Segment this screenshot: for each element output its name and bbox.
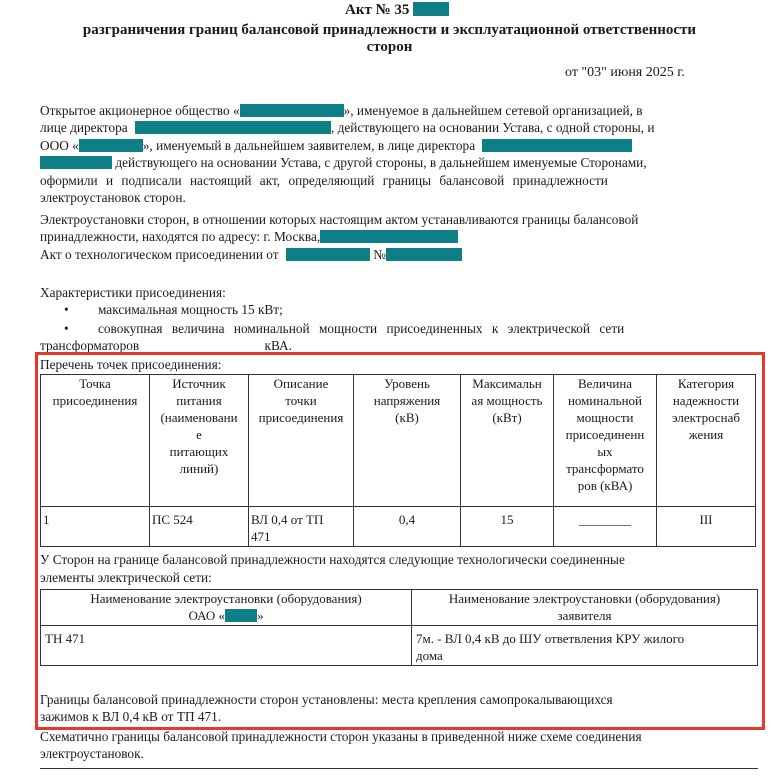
act-date: от "03" июня 2025 г. (565, 65, 685, 80)
redacted-director2-name-cont (40, 156, 112, 169)
characteristics-bullet-2: • совокупная величина номинальной мощности присоединенных к электрической сети (64, 321, 625, 336)
intro-line-5: оформили и подписали настоящий акт, определяющий границы балансовой принадлежности (40, 173, 608, 188)
subtitle-line-2: сторон (366, 39, 413, 55)
header-org-installation: Наименование электроустановки (оборудования) ОАО « » (41, 590, 412, 626)
elements-text-line-1: У Сторон на границе балансовой принадлежности находятся следующие технологически соединенные (40, 552, 625, 567)
header-max-power: Максимальн ая мощность (кВт) (461, 375, 554, 507)
bullet-icon: • (64, 321, 69, 336)
header-reliability-category: Категория надежности электроснаб жения (657, 375, 756, 507)
cell-connection-point: 1 (41, 507, 150, 547)
intro-line-3: ООО « », именуемый в дальнейшем заявителем, в лице директора (40, 137, 632, 154)
cell-voltage-level: 0,4 (354, 507, 461, 547)
cell-max-power: 15 (461, 507, 554, 547)
intro-line-1: Открытое акционерное общество « », именуемое в дальнейшем сетевой организацией, в (40, 103, 643, 118)
header-voltage-level: Уровень напряжения (кВ) (354, 375, 461, 507)
characteristics-bullet-2-cont: трансформаторов кВА. (40, 338, 292, 353)
header-applicant-installation: Наименование электроустановки (оборудования) заявителя (412, 590, 758, 626)
cell-point-description: ВЛ 0,4 от ТП 471 (249, 507, 354, 547)
redacted-org-name (240, 104, 344, 117)
cell-applicant-installation: 7м. - ВЛ 0,4 кВ до ШУ ответвления КРУ жилого дома (412, 626, 758, 666)
address-line-3: Акт о технологическом присоединении от № (40, 246, 462, 263)
header-connection-point: Точка присоединения (41, 375, 150, 507)
bullet-icon: • (64, 302, 69, 317)
redacted-act-number (386, 248, 462, 261)
points-table-heading: Перечень точек присоединения: (40, 357, 222, 372)
characteristics-bullet-1: • максимальная мощность 15 кВт; (64, 302, 283, 317)
subtitle-line-1: разграничения границ балансовой принадлежности и эксплуатационной ответственности (82, 22, 697, 38)
boundaries-line-1: Границы балансовой принадлежности сторон установлены: места крепления самопрокалывающихся (40, 692, 613, 707)
header-transformer-capacity: Величина номинальной мощности присоединенн ых трансформато ров (кВА) (554, 375, 657, 507)
redacted-address (320, 230, 458, 243)
redacted-act-date (286, 248, 370, 261)
schema-line-1: Схематично границы балансовой принадлежности сторон указаны в приведенной ниже схеме соединения (40, 729, 642, 744)
cell-reliability-category: III (657, 507, 756, 547)
selection-highlight-frame (35, 352, 765, 730)
intro-line-2: лице директора , действующего на основании Устава, с одной стороны, и (40, 120, 655, 135)
schema-top-rule (40, 768, 758, 769)
characteristics-heading: Характеристики присоединения: (40, 285, 226, 300)
redacted-company-name (79, 139, 143, 152)
intro-line-4: действующего на основании Устава, с другой стороны, в дальнейшем именуемые Сторонами, (40, 154, 647, 171)
cell-org-installation: ТН 471 (41, 626, 412, 666)
header-point-description: Описание точки присоединения (249, 375, 354, 507)
act-title (345, 2, 449, 19)
cell-power-source: ПС 524 (150, 507, 249, 547)
header-power-source: Источник питания (наименовани е питающих линий) (150, 375, 249, 507)
elements-text-line-2: элементы электрической сети: (40, 570, 212, 585)
boundaries-line-2: зажимов к ВЛ 0,4 кВ от ТП 471. (40, 709, 222, 724)
schema-line-2: электроустановок. (40, 746, 144, 761)
act-title-text: Акт № 35 (345, 2, 410, 18)
address-line-1: Электроустановки сторон, в отношении которых настоящим актом устанавливаются границы балансовой (40, 212, 639, 227)
act-subtitle (0, 22, 779, 56)
address-line-2: принадлежности, находятся по адресу: г. Москва, (40, 228, 458, 245)
redacted-director2-name (482, 139, 632, 152)
redacted-number (413, 2, 449, 16)
redacted-director-name (135, 121, 331, 134)
cell-transformer-capacity: ________ (554, 507, 657, 547)
intro-line-6: электроустановок сторон. (40, 190, 186, 205)
